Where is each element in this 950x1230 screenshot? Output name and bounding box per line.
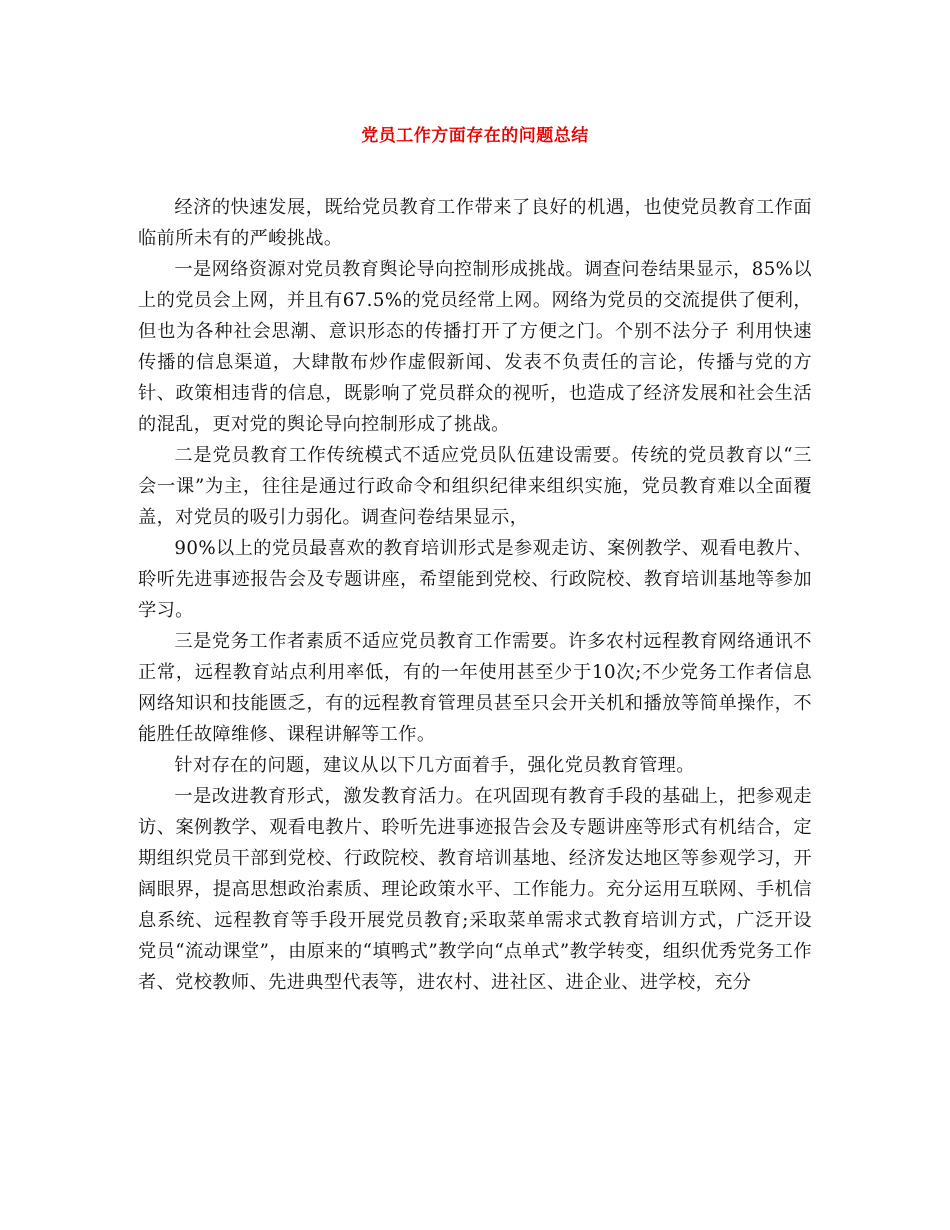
- paragraph: 二是党员教育工作传统模式不适应党员队伍建设需要。传统的党员教育以“三会一课”为主，往往是通过行政命令和组织纪律来组织实施，党员教育难以全面覆盖，对党员的吸引力弱化。调查问卷结果显示，: [138, 445, 812, 528]
- paragraph: 三是党务工作者素质不适应党员教育工作需要。许多农村远程教育网络通讯不正常，远程教育站点利用率低，有的一年使用甚至少于10次;不少党务工作者信息网络知识和技能匮乏，有的远程教育管理员甚至只会开关机和播放等简单操作，不能胜任故障维修、课程讲解等工作。: [138, 631, 812, 745]
- paragraph: 经济的快速发展，既给党员教育工作带来了良好的机遇，也使党员教育工作面临前所未有的严峻挑战。: [138, 197, 812, 249]
- paragraph: 一是改进教育形式，激发教育活力。在巩固现有教育手段的基础上，把参观走访、案例教学、观看电教片、聆听先进事迹报告会及专题讲座等形式有机结合，定期组织党员干部到党校、行政院校、教育培训基地、经济发达地区等参观学习，开阔眼界，提高思想政治素质、理论政策水平、工作能力。充分运用互联网、手机信息系统、远程教育等手段开展党员教育;采取菜单需求式教育培训方式，广泛开设党员“流动课堂”，由原来的“填鸭式”教学向“点单式”教学转变，组织优秀党务工作者、党校教师、先进典型代表等，进农村、进社区、进企业、进学校，充分: [138, 786, 812, 993]
- document-title: 党员工作方面存在的问题总结: [361, 126, 589, 146]
- paragraph: 一是网络资源对党员教育舆论导向控制形成挑战。调查问卷结果显示，85%以上的党员会上网，并且有67.5%的党员经常上网。网络为党员的交流提供了便利，但也为各种社会思潮、意识形态的传播打开了方便之门。个别不法分子 利用快速传播的信息渠道，大肆散布炒作虚假新闻、发表不负责任的言论，传播与党的方针、政策相违背的信息，既影响了党员群众的视听，也造成了经济发展和社会生活的混乱，更对党的舆论导向控制形成了挑战。: [138, 259, 812, 435]
- paragraph: 90%以上的党员最喜欢的教育培训形式是参观走访、案例教学、观看电教片、聆听先进事迹报告会及专题讲座，希望能到党校、行政院校、教育培训基地等参加学习。: [138, 538, 812, 621]
- document-body: [138, 192, 812, 998]
- paragraph: 针对存在的问题，建议从以下几方面着手，强化党员教育管理。: [174, 755, 695, 776]
